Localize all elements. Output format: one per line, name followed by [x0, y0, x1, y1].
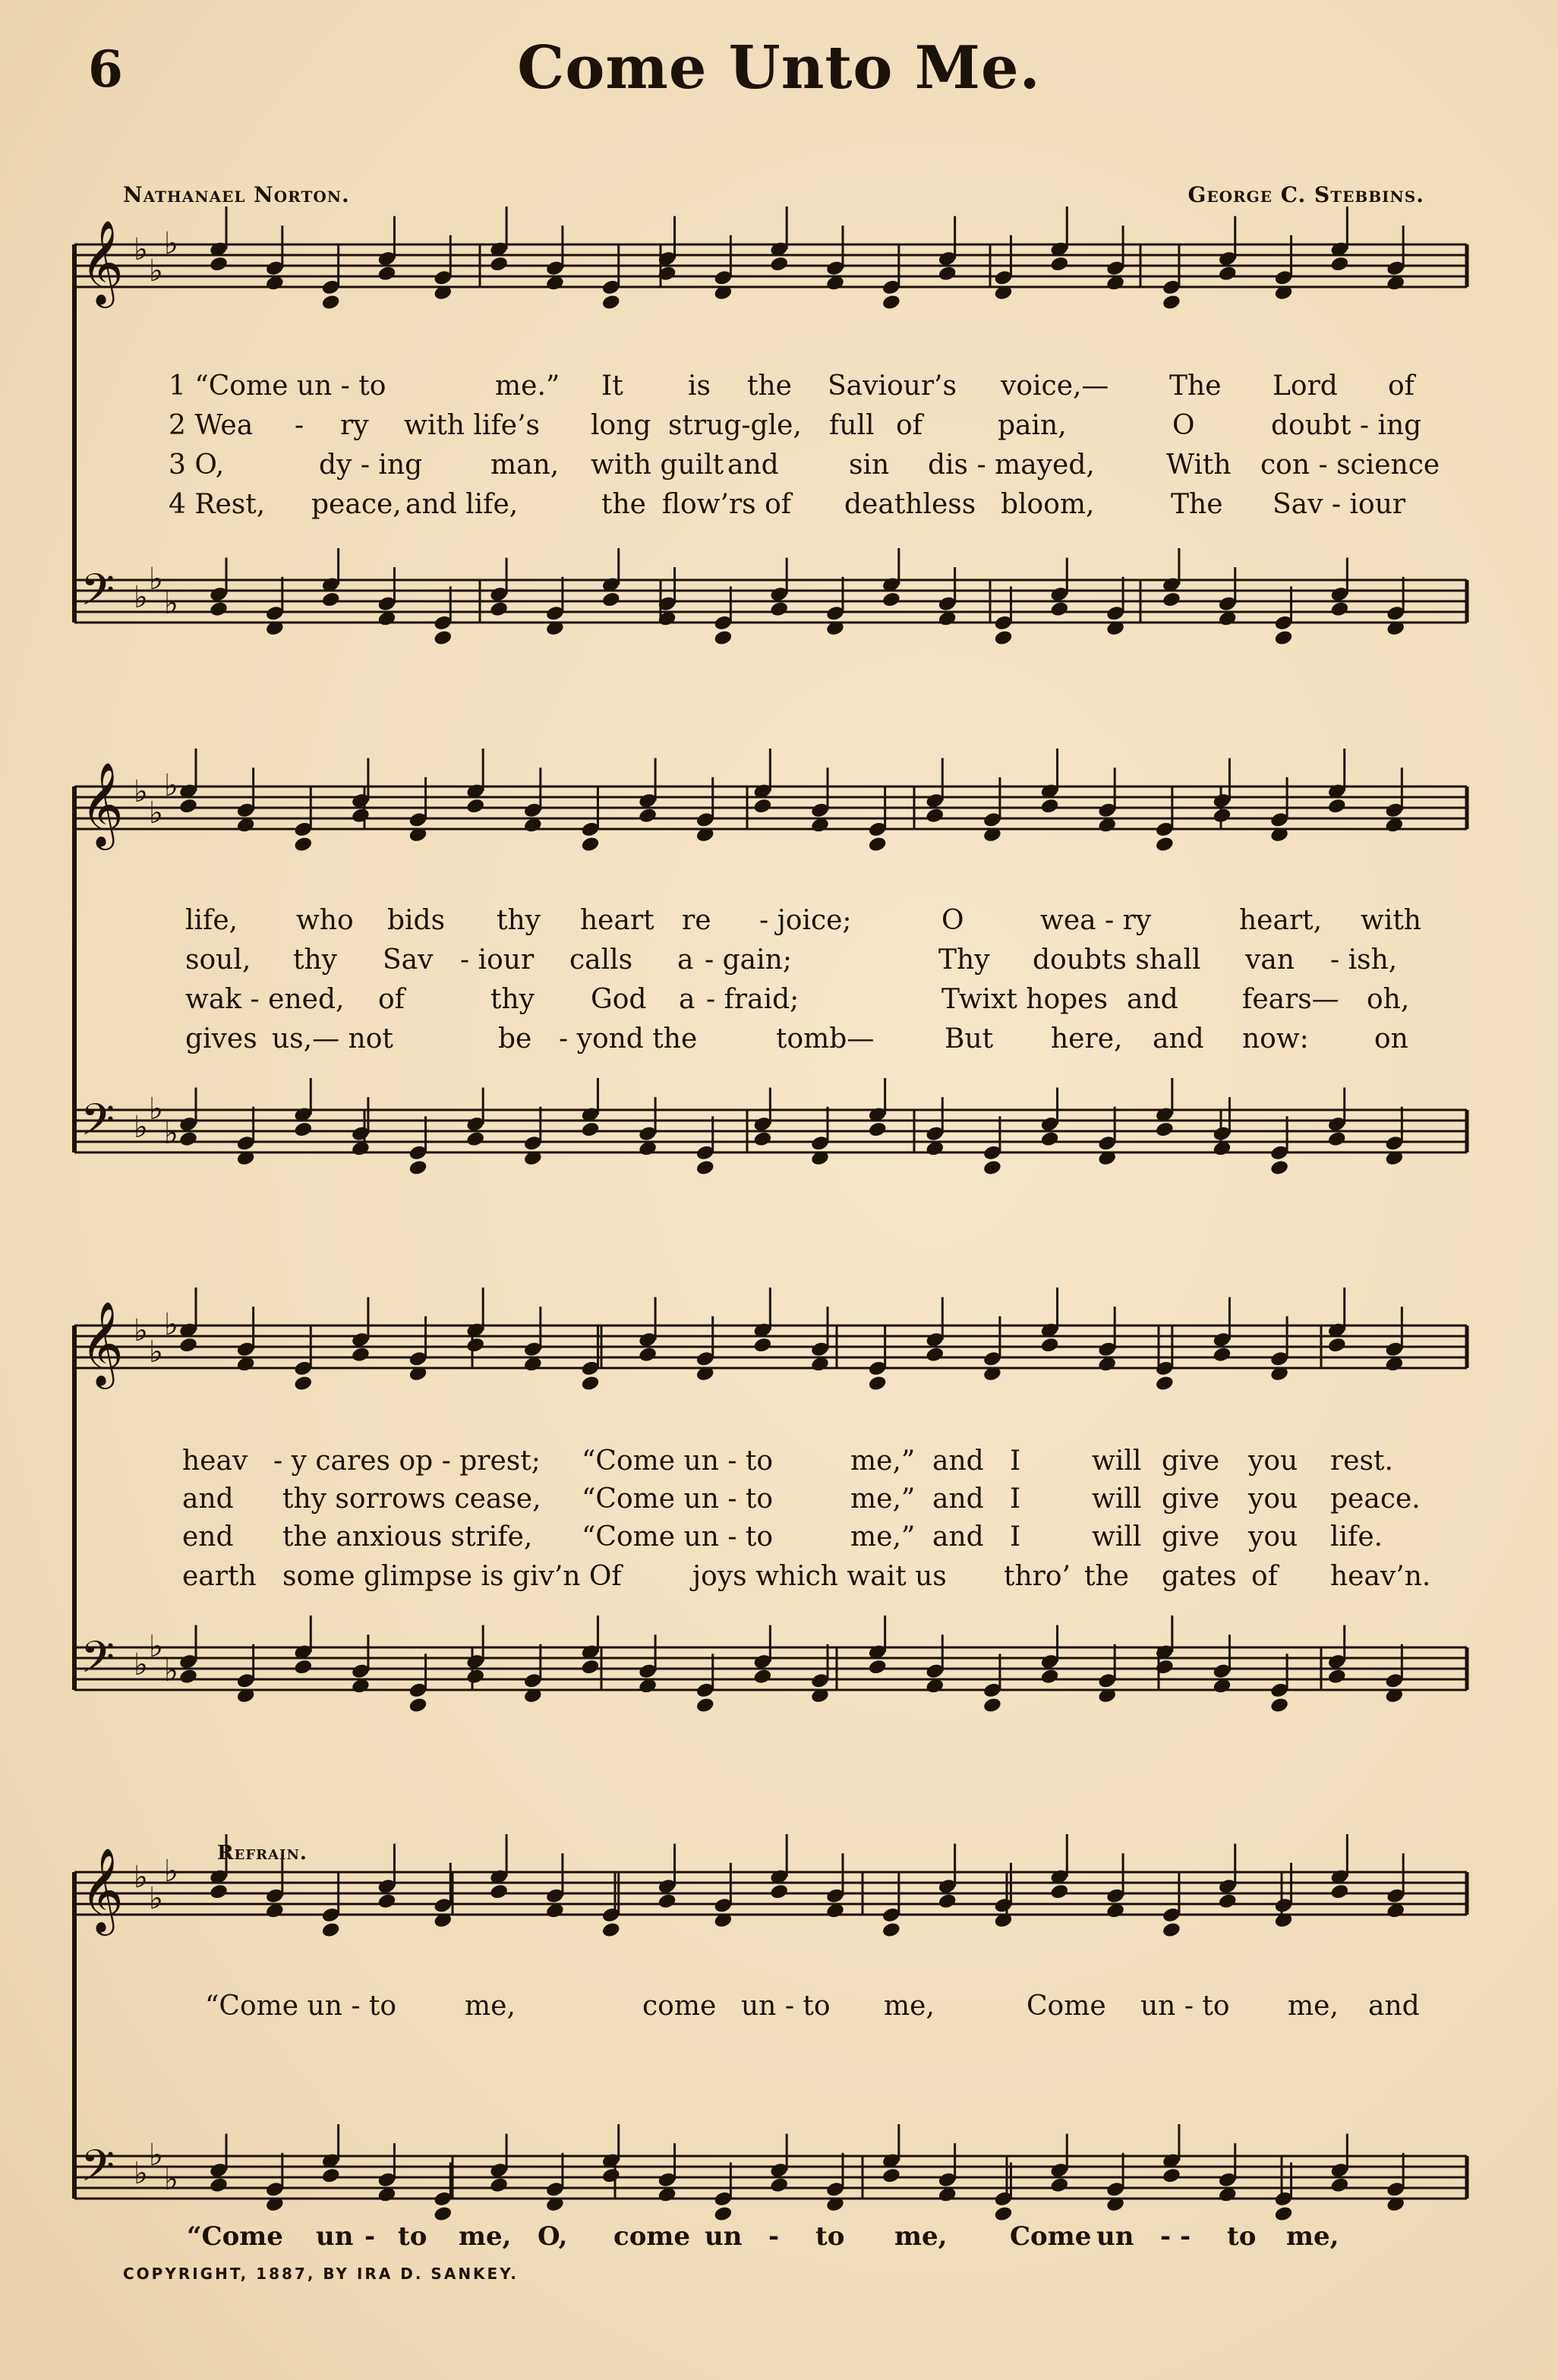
- lyric-word: voice,—: [1001, 370, 1109, 402]
- lyric-word: - joice;: [759, 905, 852, 936]
- lyric-word: me,: [894, 2221, 948, 2252]
- system-3-verse-3: [0, 1521, 1558, 1556]
- note-head: [601, 1921, 621, 1939]
- note-head: [769, 601, 789, 618]
- lyric-word: and: [1127, 984, 1178, 1015]
- bass-clef-icon: 𝄢: [80, 1094, 115, 1156]
- note-head: [638, 1346, 658, 1363]
- lyric-word: tomb—: [776, 1023, 875, 1054]
- note-head: [1329, 601, 1349, 618]
- lyric-word: me,”: [850, 1445, 916, 1477]
- flat-icon: ♭: [164, 226, 178, 261]
- system-3-verse-2: [0, 1483, 1558, 1518]
- lyric-word: of: [896, 410, 922, 441]
- lyric-word: give: [1162, 1445, 1220, 1477]
- lyric-word: - iour: [460, 944, 535, 976]
- bass-clef-icon: 𝄢: [80, 1631, 115, 1694]
- lyric-word: doubts shall: [1033, 944, 1201, 976]
- note-head: [1269, 1159, 1289, 1177]
- lyric-word: a: [677, 944, 694, 976]
- note-head: [1329, 255, 1349, 273]
- note-head: [993, 629, 1013, 647]
- note-head: [408, 1697, 427, 1714]
- composer-credit: George C. Stebbins.: [1187, 182, 1424, 207]
- lyric-word: Sav - iour: [1273, 489, 1406, 520]
- lyric-word: 3 O,: [169, 449, 225, 481]
- note-head: [489, 1883, 509, 1900]
- note-head: [1162, 1921, 1181, 1939]
- lyric-word: “Come: [187, 2221, 283, 2252]
- lyric-word: heart,: [1239, 905, 1323, 936]
- lyric-word: with: [1361, 905, 1421, 936]
- note-head: [713, 629, 733, 647]
- flat-icon: ♭: [149, 796, 163, 831]
- lyric-word: me,”: [850, 1483, 916, 1515]
- lyric-word: - y cares op - prest;: [273, 1445, 541, 1477]
- note-head: [351, 1346, 371, 1363]
- lyric-word: fears—: [1242, 984, 1339, 1015]
- flat-icon: ♭: [134, 2156, 148, 2191]
- flat-icon: ♭: [134, 580, 148, 615]
- flat-icon: ♭: [149, 1092, 163, 1127]
- lyric-word: give: [1162, 1521, 1220, 1553]
- lyric-word: rest.: [1330, 1445, 1393, 1477]
- note-head: [1049, 2177, 1069, 2194]
- flat-icon: ♭: [164, 1116, 178, 1151]
- note-head: [1218, 1893, 1238, 1910]
- note-head: [293, 1121, 313, 1138]
- lyric-word: un: [705, 2221, 743, 2252]
- system-1-verse-3: [0, 449, 1558, 484]
- lyric-word: With: [1166, 449, 1232, 481]
- lyric-word: Thy: [938, 944, 990, 976]
- note-head: [293, 836, 313, 853]
- refrain-label: Refrain.: [217, 1842, 308, 1865]
- lyric-word: wea - ry: [1040, 905, 1152, 936]
- lyric-word: and: [932, 1521, 984, 1553]
- lyric-word: me,: [884, 1991, 935, 2022]
- lyric-word: - -: [1160, 2221, 1191, 2252]
- lyric-word: flow’rs of: [662, 489, 792, 520]
- lyric-word: come: [642, 1991, 717, 2022]
- lyric-word: me,: [1286, 2221, 1339, 2252]
- lyric-word: I: [1010, 1521, 1021, 1553]
- lyric-word: and: [1368, 1991, 1420, 2022]
- lyric-word: gates: [1162, 1561, 1237, 1592]
- lyric-word: me.”: [495, 370, 560, 402]
- note-head: [377, 1893, 396, 1910]
- lyric-word: thro’: [1004, 1561, 1071, 1592]
- lyric-word: give: [1162, 1483, 1220, 1515]
- lyric-word: me,”: [850, 1521, 916, 1553]
- lyric-word: O: [1172, 410, 1195, 441]
- note-head: [982, 1697, 1002, 1714]
- lyric-word: thy sorrows cease,: [282, 1483, 541, 1515]
- note-head: [925, 807, 945, 824]
- note-head: [638, 807, 658, 824]
- lyric-word: “Come un - to: [582, 1483, 774, 1515]
- note-head: [1039, 797, 1059, 815]
- lyric-word: calls: [569, 944, 633, 976]
- lyric-word: 4 Rest,: [169, 489, 266, 520]
- lyric-word: a: [679, 984, 695, 1015]
- lyric-word: me,: [465, 1991, 516, 2022]
- lyric-word: of: [378, 984, 405, 1015]
- lyric-word: -: [768, 2221, 780, 2252]
- note-head: [1273, 629, 1293, 647]
- lyric-word: O: [941, 905, 964, 936]
- note-head: [580, 1375, 600, 1392]
- lyric-word: bids: [387, 905, 446, 936]
- note-head: [868, 836, 888, 853]
- lyric-word: - fraid;: [706, 984, 800, 1015]
- note-head: [1039, 1130, 1059, 1148]
- flat-icon: ♭: [134, 1860, 148, 1895]
- lyric-word: heav: [182, 1445, 248, 1477]
- flat-icon: ♭: [149, 562, 163, 597]
- note-head: [178, 1130, 198, 1148]
- hymn-title: Come Unto Me.: [517, 33, 1041, 102]
- lyric-word: the: [747, 370, 792, 402]
- flat-icon: ♭: [164, 1307, 178, 1342]
- flat-icon: ♭: [134, 1110, 148, 1145]
- lyric-word: now:: [1242, 1023, 1309, 1054]
- bass-clef-icon: 𝄢: [80, 2140, 115, 2202]
- lyric-word: un - to: [1140, 1991, 1230, 2022]
- note-head: [868, 1121, 888, 1138]
- note-head: [377, 265, 396, 282]
- note-head: [1039, 1336, 1059, 1354]
- system-2-verse-2: [0, 944, 1558, 979]
- lyric-word: -: [295, 410, 304, 441]
- lyric-word: and: [1153, 1023, 1204, 1054]
- flat-icon: ♭: [149, 1335, 163, 1370]
- page-number: 6: [88, 39, 123, 99]
- lyric-word: be: [498, 1023, 532, 1054]
- lyric-word: the: [1084, 1561, 1129, 1592]
- lyric-word: Twixt hopes: [941, 984, 1108, 1015]
- note-head: [695, 1697, 715, 1714]
- lyric-word: deathless: [844, 489, 976, 520]
- lyric-word: I: [1010, 1445, 1021, 1477]
- lyric-word: and: [727, 449, 779, 481]
- lyric-word: end: [182, 1521, 234, 1553]
- lyric-word: will: [1092, 1521, 1142, 1553]
- lyric-word: God: [591, 984, 647, 1015]
- note-head: [695, 1159, 715, 1177]
- note-head: [178, 1668, 198, 1685]
- note-head: [1327, 1130, 1347, 1148]
- lyric-word: on: [1374, 1023, 1408, 1054]
- note-head: [1155, 1121, 1175, 1138]
- lyric-word: us,— not: [272, 1023, 393, 1054]
- lyric-word: - gain;: [705, 944, 792, 976]
- note-head: [1212, 807, 1232, 824]
- note-head: [465, 1668, 485, 1685]
- note-head: [489, 255, 509, 273]
- lyric-word: pain,: [998, 410, 1067, 441]
- system-1-verse-1: [0, 370, 1558, 405]
- lyric-word: Saviour’s: [828, 370, 957, 402]
- refrain-bass-lyrics: [0, 2221, 1558, 2256]
- note-head: [1049, 601, 1069, 618]
- note-head: [351, 807, 371, 824]
- note-head: [580, 836, 600, 853]
- lyric-word: joys which wait us: [692, 1561, 947, 1592]
- lyric-word: -: [364, 2221, 376, 2252]
- treble-clef-icon: 𝄞: [80, 219, 124, 304]
- flat-icon: ♭: [149, 1629, 163, 1664]
- note-head: [752, 1336, 772, 1354]
- flat-icon: ♭: [134, 1647, 148, 1682]
- note-head: [1327, 1668, 1347, 1685]
- lyric-word: and: [932, 1483, 984, 1515]
- note-head: [601, 294, 621, 311]
- system-3-verse-4: [0, 1561, 1558, 1596]
- lyric-word: - ish,: [1330, 944, 1398, 976]
- note-head: [882, 1921, 901, 1939]
- note-head: [465, 1130, 485, 1148]
- lyric-word: peace,: [311, 489, 402, 520]
- lyric-word: thy: [293, 944, 337, 976]
- lyric-word: “Come un - to: [582, 1521, 774, 1553]
- note-head: [713, 2205, 733, 2223]
- lyric-word: 1 “Come un - to: [169, 370, 386, 402]
- lyric-word: the anxious strife,: [282, 1521, 533, 1553]
- treble-clef-icon: 𝄞: [80, 761, 124, 846]
- lyric-word: strug-gle,: [668, 410, 802, 441]
- lyric-word: soul,: [185, 944, 251, 976]
- lyric-word: doubt - ing: [1271, 410, 1422, 441]
- note-head: [321, 294, 341, 311]
- refrain-treble-lyrics: [0, 1991, 1558, 2025]
- treble-clef-icon: 𝄞: [80, 1300, 124, 1385]
- note-head: [657, 1893, 676, 1910]
- note-head: [1162, 294, 1181, 311]
- note-head: [868, 1658, 888, 1675]
- note-head: [769, 2177, 789, 2194]
- flat-icon: ♭: [149, 254, 163, 288]
- lyricist-credit: Nathanael Norton.: [123, 182, 350, 207]
- lyric-word: you: [1248, 1483, 1298, 1515]
- bass-clef-icon: 𝄢: [80, 564, 115, 626]
- lyric-word: here,: [1051, 1023, 1123, 1054]
- note-head: [1039, 1668, 1059, 1685]
- note-head: [465, 797, 485, 815]
- note-head: [1049, 1883, 1069, 1900]
- lyric-word: with life’s: [404, 410, 540, 441]
- note-head: [601, 2167, 621, 2184]
- lyric-word: me,: [459, 2221, 512, 2252]
- copyright-notice: COPYRIGHT, 1887, BY IRA D. SANKEY.: [123, 2265, 519, 2283]
- note-head: [601, 591, 621, 608]
- system-2-verse-3: [0, 984, 1558, 1019]
- note-head: [1269, 1697, 1289, 1714]
- note-head: [580, 1121, 600, 1138]
- lyric-word: and: [182, 1483, 234, 1515]
- note-head: [769, 255, 789, 273]
- lyric-word: “Come un - to: [205, 1991, 397, 2022]
- system-1-verse-4: [0, 489, 1558, 524]
- lyric-word: 2 Wea: [169, 410, 254, 441]
- lyric-word: peace.: [1330, 1483, 1421, 1515]
- lyric-word: full: [829, 410, 875, 441]
- note-head: [925, 1346, 945, 1363]
- lyric-word: and: [932, 1445, 984, 1477]
- lyric-word: un: [1096, 2221, 1134, 2252]
- system-2-verse-4: [0, 1023, 1558, 1058]
- flat-icon: ♭: [164, 586, 178, 621]
- note-head: [209, 2177, 229, 2194]
- note-head: [209, 255, 229, 273]
- lyric-word: to: [815, 2221, 845, 2252]
- lyric-word: man,: [490, 449, 560, 481]
- lyric-word: heart: [580, 905, 654, 936]
- note-head: [1218, 265, 1238, 282]
- flat-icon: ♭: [149, 1881, 163, 1916]
- flat-icon: ♭: [149, 2138, 163, 2173]
- note-head: [1329, 1883, 1349, 1900]
- note-head: [1329, 2177, 1349, 2194]
- lyric-word: will: [1092, 1483, 1142, 1515]
- system-2-verse-1: [0, 905, 1558, 940]
- lyric-word: - yond the: [559, 1023, 698, 1054]
- lyric-word: re: [682, 905, 711, 936]
- lyric-word: to: [398, 2221, 427, 2252]
- flat-icon: ♭: [164, 1653, 178, 1688]
- note-head: [882, 2167, 901, 2184]
- note-head: [1212, 1346, 1232, 1363]
- flat-icon: ♭: [164, 1854, 178, 1889]
- lyric-word: earth: [182, 1561, 257, 1592]
- note-head: [752, 1130, 772, 1148]
- note-head: [293, 1658, 313, 1675]
- note-head: [433, 2205, 453, 2223]
- flat-icon: ♭: [134, 232, 148, 267]
- lyric-word: Come: [1027, 1991, 1106, 2022]
- lyric-word: you: [1248, 1521, 1298, 1553]
- lyric-word: thy: [497, 905, 541, 936]
- note-head: [752, 1668, 772, 1685]
- lyric-word: the: [601, 489, 646, 520]
- lyric-word: un: [316, 2221, 354, 2252]
- lyric-word: The: [1171, 489, 1223, 520]
- lyric-word: I: [1010, 1483, 1021, 1515]
- lyric-word: con - science: [1260, 449, 1440, 481]
- lyric-word: oh,: [1367, 984, 1410, 1015]
- lyric-word: gives: [185, 1023, 257, 1054]
- note-head: [1162, 591, 1181, 608]
- lyric-word: Lord: [1273, 370, 1338, 402]
- note-head: [1155, 836, 1175, 853]
- note-head: [752, 797, 772, 815]
- lyric-word: of: [1251, 1561, 1278, 1592]
- note-head: [580, 1658, 600, 1675]
- note-head: [433, 629, 453, 647]
- note-head: [1155, 1375, 1175, 1392]
- note-head: [1273, 2205, 1293, 2223]
- note-head: [489, 601, 509, 618]
- lyric-word: to: [1227, 2221, 1257, 2252]
- note-head: [321, 1921, 341, 1939]
- note-head: [882, 294, 901, 311]
- note-head: [982, 1159, 1002, 1177]
- note-head: [1162, 2167, 1181, 2184]
- lyric-word: un - to: [741, 1991, 831, 2022]
- note-head: [489, 2177, 509, 2194]
- flat-icon: ♭: [164, 2162, 178, 2197]
- treble-clef-icon: 𝄞: [80, 1847, 124, 1932]
- note-head: [408, 1159, 427, 1177]
- note-head: [769, 1883, 789, 1900]
- lyric-word: who: [296, 905, 354, 936]
- lyric-word: bloom,: [1001, 489, 1095, 520]
- note-head: [321, 591, 341, 608]
- note-head: [209, 1883, 229, 1900]
- lyric-word: Sav: [383, 944, 434, 976]
- lyric-word: some glimpse is giv’n Of: [282, 1561, 622, 1592]
- note-head: [209, 601, 229, 618]
- lyric-word: O,: [538, 2221, 568, 2252]
- note-head: [1327, 797, 1347, 815]
- note-head: [868, 1375, 888, 1392]
- system-1-verse-2: [0, 410, 1558, 445]
- lyric-word: dis - mayed,: [928, 449, 1095, 481]
- lyric-word: with guilt: [591, 449, 724, 481]
- lyric-word: long: [591, 410, 651, 441]
- note-head: [1049, 255, 1069, 273]
- lyric-word: of: [1388, 370, 1414, 402]
- lyric-word: thy: [490, 984, 535, 1015]
- note-head: [882, 591, 901, 608]
- lyric-word: heav’n.: [1330, 1561, 1431, 1592]
- lyric-word: me,: [1288, 1991, 1339, 2022]
- lyric-word: you: [1248, 1445, 1298, 1477]
- note-head: [293, 1375, 313, 1392]
- note-head: [321, 2167, 341, 2184]
- flat-icon: ♭: [164, 768, 178, 803]
- lyric-word: dy - ing: [319, 449, 423, 481]
- lyric-word: will: [1092, 1445, 1142, 1477]
- lyric-word: sin: [849, 449, 890, 481]
- lyric-word: life,: [185, 905, 238, 936]
- system-3-verse-1: [0, 1445, 1558, 1480]
- lyric-word: Come: [1010, 2221, 1092, 2252]
- lyric-word: It: [601, 370, 623, 402]
- lyric-word: and life,: [405, 489, 519, 520]
- note-head: [993, 2205, 1013, 2223]
- note-head: [1327, 1336, 1347, 1354]
- note-head: [178, 797, 198, 815]
- lyric-word: The: [1169, 370, 1222, 402]
- lyric-word: come: [613, 2221, 690, 2252]
- lyric-word: life.: [1330, 1521, 1383, 1553]
- lyric-word: ry: [340, 410, 369, 441]
- note-head: [465, 1336, 485, 1354]
- note-head: [938, 265, 957, 282]
- note-head: [938, 1893, 957, 1910]
- flat-icon: ♭: [134, 1313, 148, 1348]
- lyric-word: “Come un - to: [582, 1445, 774, 1477]
- lyric-word: van: [1245, 944, 1295, 976]
- lyric-word: wak - ened,: [185, 984, 345, 1015]
- note-head: [178, 1336, 198, 1354]
- flat-icon: ♭: [134, 774, 148, 809]
- lyric-word: But: [945, 1023, 994, 1054]
- lyric-word: is: [688, 370, 711, 402]
